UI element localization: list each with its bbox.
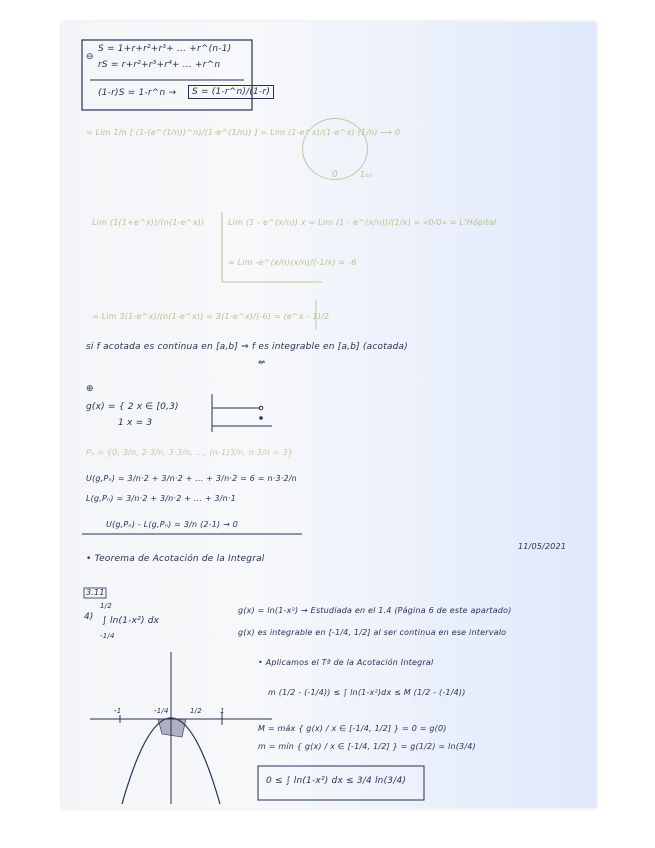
note-2: g(x) es integrable en [-1/4, 1/2] al ser continua en ese intervalo <box>238 628 507 637</box>
integral-expression: ∫ ln(1-x²) dx <box>102 616 160 626</box>
page-date: 11/05/2021 <box>518 542 567 551</box>
final-result: 0 ≤ ∫ ln(1-x²) dx ≤ 3/4 ln(3/4) <box>266 776 407 786</box>
upper-sum: U(g,Pₙ) = 3/n·2 + 3/n·2 + ... + 3/n·2 = 6 = n·3·2/n <box>86 474 297 483</box>
tick-1: 1 <box>220 707 225 715</box>
exercise-number: 3.11 <box>86 588 105 597</box>
integral-lower: -1/4 <box>100 632 115 640</box>
tick-half: 1/2 <box>190 707 202 715</box>
note-4: m (1/2 - (-1/4)) ≤ ∫ ln(1-x²)dx ≤ M (1/2 - (-1/4)) <box>268 688 466 697</box>
lower-sum: L(g,Pₙ) = 3/n·2 + 3/n·2 + ... + 3/n·1 <box>86 494 236 503</box>
example-marker: ⊕ <box>86 384 94 394</box>
sum-difference: U(g,Pₙ) - L(g,Pₙ) = 3/n (2-1) → 0 <box>106 520 239 529</box>
circle-label: 0 <box>332 170 338 180</box>
faint-limit-b-left: Lim (1(1+e^x))/(n(1-e^x)) <box>92 218 205 227</box>
series-marker: ⊖ <box>86 52 94 62</box>
piecewise-def-2: 1 x = 3 <box>118 418 153 428</box>
note-6: m = mín { g(x) / x ∈ [-1/4, 1/2] } = g(1/2) = ln(3/4) <box>258 742 476 751</box>
note-5: M = máx { g(x) / x ∈ [-1/4, 1/2] } = 0 = g(0) <box>258 724 447 733</box>
integral-upper: 1/2 <box>100 602 112 610</box>
faint-limit-b-right-1: Lim (1 - e^(x/n)) x = Lim (1 - e^(x/n))/(1/x) = «0/0» = L'Hôpital <box>228 218 497 227</box>
exercise-item: 4) <box>84 612 94 622</box>
series-line-1: S = 1+r+r²+r³+ ... +r^(n-1) <box>98 44 232 54</box>
integrability-statement: si f acotada es continua en [a,b] ⇒ f es integrable en [a,b] (acotada) <box>86 342 408 352</box>
note-3: • Aplicamos el Tª de la Acotación Integral <box>258 658 434 667</box>
faint-limit-b-right-2: = Lim -e^(x/n)(x/n)/(-1/x) = -6 <box>228 258 357 267</box>
series-result: S = (1-r^n)/(1-r) <box>188 85 274 99</box>
theorem-heading: • Teorema de Acotación de la Integral <box>86 554 265 564</box>
tick-minus-quarter: -1/4 <box>154 707 169 715</box>
notebook-page <box>62 22 596 808</box>
tick-minus-1: -1 <box>114 707 122 715</box>
series-line-3: (1-r)S = 1-r^n → <box>98 88 177 98</box>
not-implies-mark: ⇍ <box>258 358 266 368</box>
series-line-2: rS = r+r²+r³+r⁴+ ... +r^n <box>98 60 221 70</box>
partition: Pₙ = {0, 3/n, 2·3/n, 3·3/n, ..., (n-1)3/n, n·3/n = 3} <box>86 448 294 457</box>
faint-limit-c: = Lim 3(1-e^x)/(n(1-e^x)) = 3(1-e^x)/(-6) = (e^x - 1)/2 <box>92 312 330 321</box>
side-label: 1₀₀ <box>360 170 373 179</box>
note-1: g(x) = ln(1-x²) → Estudiada en el 1.4 (Página 6 de este apartado) <box>238 606 512 615</box>
faint-limit-a: = Lim 1/n [ (1-(e^(1/n))^n)/(1-e^(1/n)) ] = Lim (1-e^x)/(1-e^x) (1/n) ⟶ 0 <box>86 128 401 137</box>
piecewise-def: g(x) = { 2 x ∈ [0,3) <box>86 402 179 412</box>
